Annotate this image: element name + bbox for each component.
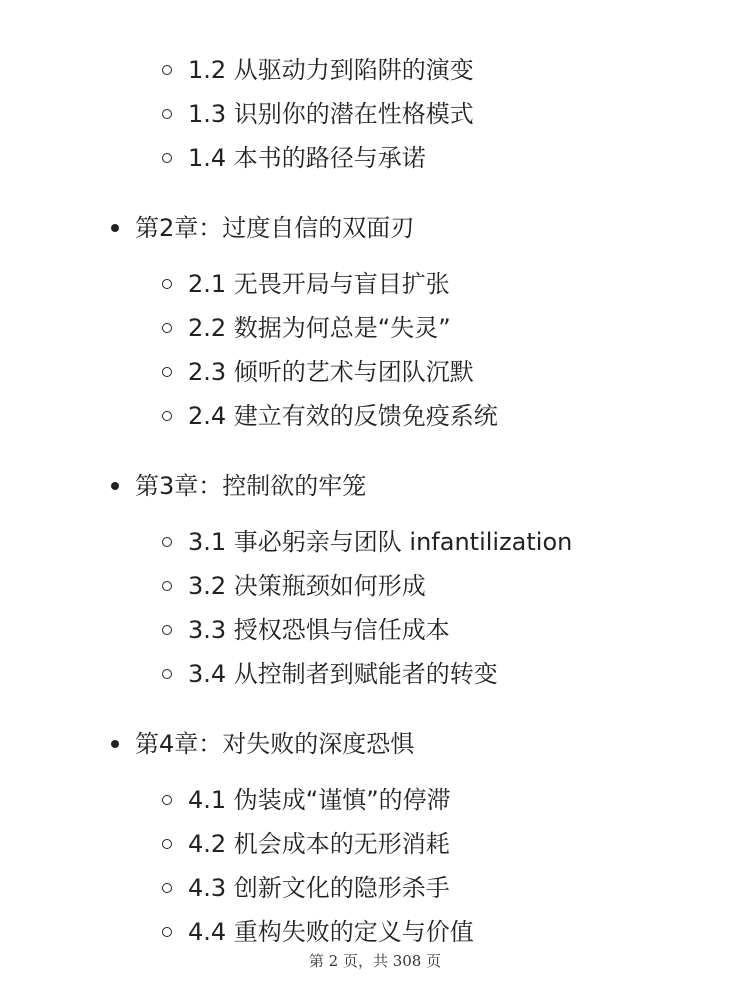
bullet-circle-icon xyxy=(162,411,172,421)
list-item xyxy=(0,262,750,306)
list-item xyxy=(0,92,750,136)
bullet-circle-icon xyxy=(162,883,172,893)
list-item xyxy=(0,350,750,394)
section-text: 2.4 建立有效的反馈免疫系统 xyxy=(188,402,498,430)
bullet-circle-icon xyxy=(162,839,172,849)
list-item xyxy=(0,564,750,608)
list-item xyxy=(0,136,750,180)
chapter-title-text: 第3章：控制欲的牢笼 xyxy=(135,472,367,500)
table-of-contents xyxy=(0,48,750,954)
bullet-circle-icon xyxy=(162,65,172,75)
chapter-3 xyxy=(0,464,750,696)
list-item xyxy=(0,778,750,822)
bullet-disc-icon xyxy=(111,224,119,232)
bullet-circle-icon xyxy=(162,109,172,119)
bullet-circle-icon xyxy=(162,367,172,377)
bullet-circle-icon xyxy=(162,669,172,679)
list-item xyxy=(0,866,750,910)
list-item xyxy=(0,910,750,954)
bullet-circle-icon xyxy=(162,537,172,547)
bullet-circle-icon xyxy=(162,279,172,289)
section-text: 3.2 决策瓶颈如何形成 xyxy=(188,572,426,600)
section-list xyxy=(0,262,750,438)
section-text: 3.1 事必躬亲与团队 infantilization xyxy=(188,528,573,556)
section-list xyxy=(0,520,750,696)
section-text: 1.4 本书的路径与承诺 xyxy=(188,144,426,172)
list-item xyxy=(0,608,750,652)
bullet-circle-icon xyxy=(162,153,172,163)
chapter-1-continued xyxy=(0,48,750,180)
section-list xyxy=(0,48,750,180)
page-number: 第 2 页，共 308 页 xyxy=(308,952,442,970)
section-text: 2.2 数据为何总是“失灵” xyxy=(188,314,451,342)
section-text: 4.2 机会成本的无形消耗 xyxy=(188,830,450,858)
section-text: 1.2 从驱动力到陷阱的演变 xyxy=(188,56,474,84)
bullet-circle-icon xyxy=(162,323,172,333)
list-item xyxy=(0,306,750,350)
chapter-title xyxy=(0,206,750,250)
chapter-title xyxy=(0,464,750,508)
chapter-title-text: 第2章：过度自信的双面刃 xyxy=(135,214,415,242)
list-item xyxy=(0,520,750,564)
section-list xyxy=(0,778,750,954)
chapter-title xyxy=(0,722,750,766)
section-text: 4.3 创新文化的隐形杀手 xyxy=(188,874,450,902)
bullet-circle-icon xyxy=(162,795,172,805)
section-text: 4.4 重构失败的定义与价值 xyxy=(188,918,474,946)
chapter-2 xyxy=(0,206,750,438)
bullet-disc-icon xyxy=(111,740,119,748)
bullet-circle-icon xyxy=(162,625,172,635)
section-text: 2.3 倾听的艺术与团队沉默 xyxy=(188,358,474,386)
section-text: 2.1 无畏开局与盲目扩张 xyxy=(188,270,450,298)
list-item xyxy=(0,394,750,438)
chapter-4 xyxy=(0,722,750,954)
bullet-circle-icon xyxy=(162,581,172,591)
list-item xyxy=(0,822,750,866)
list-item xyxy=(0,48,750,92)
bullet-disc-icon xyxy=(111,482,119,490)
bullet-circle-icon xyxy=(162,927,172,937)
list-item xyxy=(0,652,750,696)
section-text: 4.1 伪装成“谨慎”的停滞 xyxy=(188,786,451,814)
chapter-title-text: 第4章：对失败的深度恐惧 xyxy=(135,730,415,758)
section-text: 1.3 识别你的潜在性格模式 xyxy=(188,100,474,128)
section-text: 3.4 从控制者到赋能者的转变 xyxy=(188,660,498,688)
section-text: 3.3 授权恐惧与信任成本 xyxy=(188,616,450,644)
